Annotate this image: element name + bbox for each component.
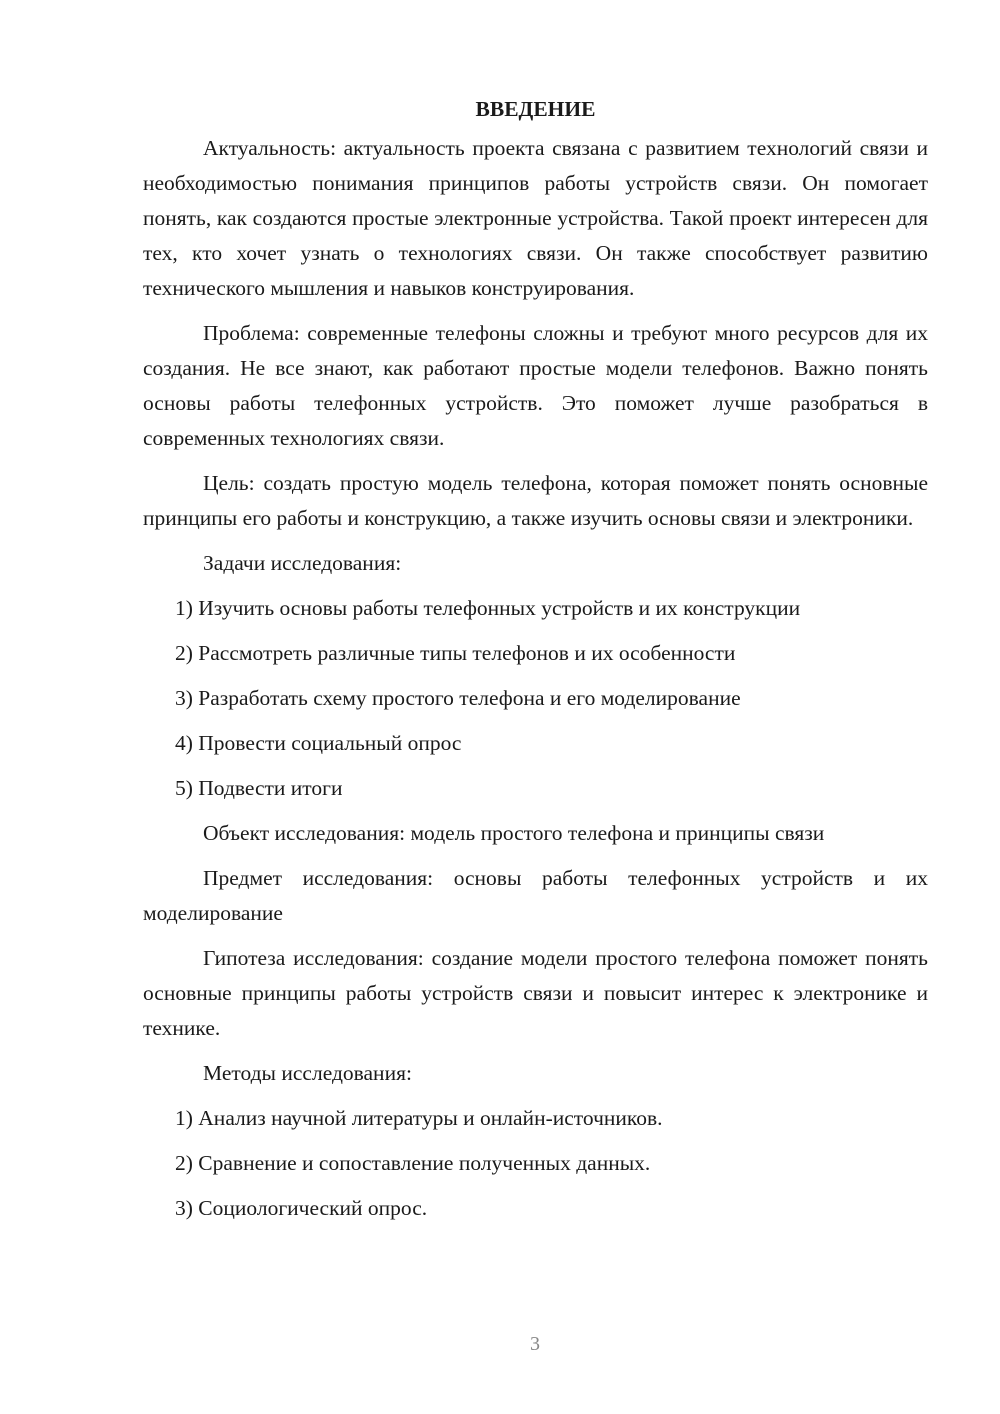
task-item-5: 5) Подвести итоги bbox=[175, 776, 343, 800]
tasks-list bbox=[143, 591, 928, 806]
document-body bbox=[143, 92, 928, 1236]
relevance-paragraph: Актуальность: актуальность проекта связана с развитием технологий связи и необходимостью понимания принципов работы устройств связи. Он помогает понять, как создаются простые электронные устройства. Такой проект интересен для тех, кто хочет узнать о технологиях связи. Он также способствует развитию технического мышления и навыков конструирования. bbox=[143, 136, 928, 300]
tasks-label: Задачи исследования: bbox=[203, 551, 402, 575]
methods-list bbox=[143, 1101, 928, 1226]
section-title: ВВЕДЕНИЕ bbox=[475, 97, 596, 121]
hypothesis-paragraph: Гипотеза исследования: создание модели простого телефона поможет понять основные принципы работы устройств связи и повысит интерес к электронике и технике. bbox=[143, 946, 928, 1040]
task-item-1: 1) Изучить основы работы телефонных устройств и их конструкции bbox=[175, 596, 801, 620]
subject-paragraph: Предмет исследования: основы работы телефонных устройств и их моделирование bbox=[143, 866, 928, 925]
problem-paragraph: Проблема: современные телефоны сложны и требуют много ресурсов для их создания. Не все знают, как работают простые модели телефонов. Важно понять основы работы телефонных устройств. Это поможет лучше разобраться в современных технологиях связи. bbox=[143, 321, 928, 450]
method-item-1: 1) Анализ научной литературы и онлайн-источников. bbox=[175, 1106, 663, 1130]
task-item-4: 4) Провести социальный опрос bbox=[175, 731, 462, 755]
task-item-2: 2) Рассмотреть различные типы телефонов и их особенности bbox=[175, 641, 736, 665]
object-paragraph: Объект исследования: модель простого телефона и принципы связи bbox=[203, 821, 825, 845]
task-item-3: 3) Разработать схему простого телефона и его моделирование bbox=[175, 686, 741, 710]
goal-paragraph: Цель: создать простую модель телефона, которая поможет понять основные принципы его работы и конструкцию, а также изучить основы связи и электроники. bbox=[143, 471, 928, 530]
methods-label: Методы исследования: bbox=[203, 1061, 412, 1085]
method-item-2: 2) Сравнение и сопоставление полученных данных. bbox=[175, 1151, 651, 1175]
page-number: 3 bbox=[530, 1333, 540, 1355]
method-item-3: 3) Социологический опрос. bbox=[175, 1196, 428, 1220]
